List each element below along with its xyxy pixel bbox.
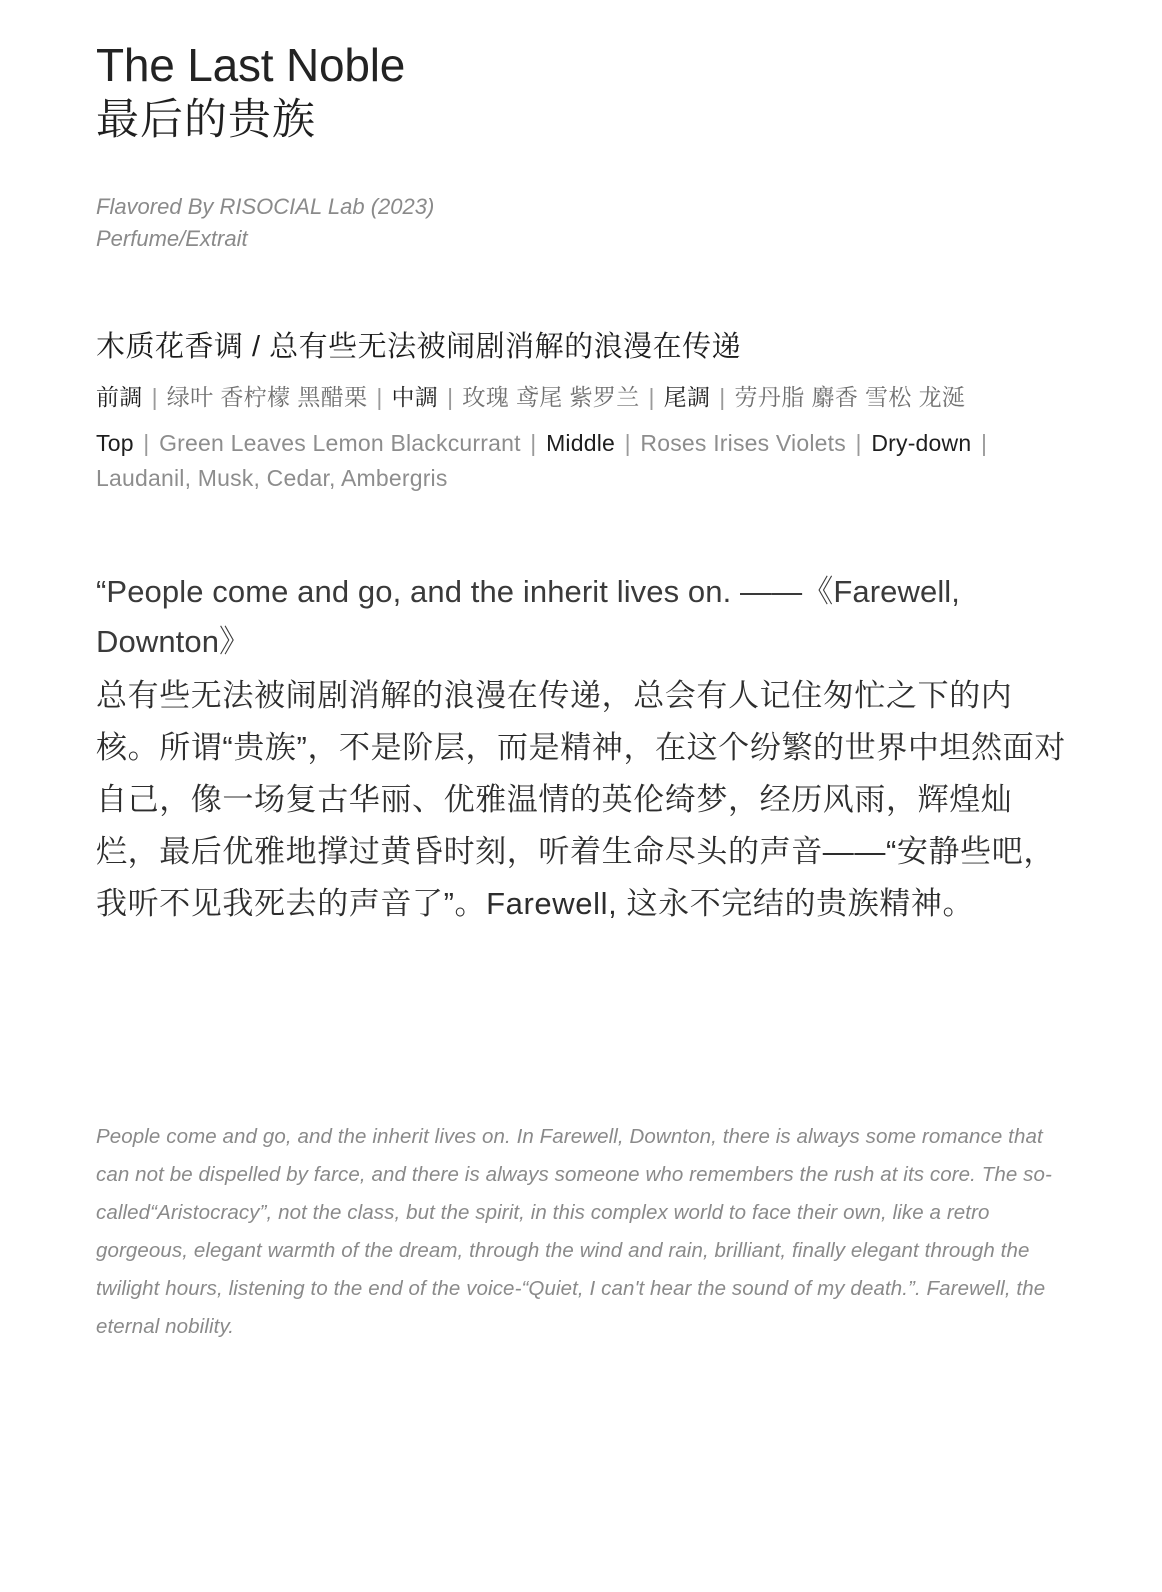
notes-english bbox=[96, 426, 1066, 497]
page-title-english: The Last Noble bbox=[96, 39, 406, 91]
fragrance-notes-section bbox=[96, 329, 1066, 498]
notes-zh-middle-label: 中調 bbox=[391, 384, 439, 411]
notes-zh-separator-2: | bbox=[376, 384, 383, 411]
notes-en-middle-value: Roses Irises Violets bbox=[640, 429, 846, 456]
notes-en-middle-label: Middle bbox=[546, 429, 616, 456]
notes-en-separator-4: | bbox=[855, 429, 862, 456]
notes-zh-separator-5: | bbox=[719, 384, 726, 411]
notes-zh-separator-1: | bbox=[151, 384, 158, 411]
notes-en-separator-5: | bbox=[980, 429, 988, 456]
title-block bbox=[96, 38, 1066, 147]
notes-zh-base-value: 劳丹脂 麝香 雪松 龙涎 bbox=[734, 384, 966, 411]
notes-zh-top-label: 前調 bbox=[96, 384, 143, 411]
credits-block bbox=[96, 191, 1066, 255]
notes-heading: 木质花香调 / 总有些无法被闹剧消解的浪漫在传递 bbox=[96, 330, 742, 363]
notes-zh-separator-4: | bbox=[648, 384, 655, 411]
notes-zh-separator-3: | bbox=[447, 384, 454, 411]
pull-quote: “People come and go, and the inherit lives on. ——《Farewell, Downton》 bbox=[96, 574, 960, 660]
notes-zh-middle-value: 玫瑰 鸢尾 紫罗兰 bbox=[462, 384, 640, 411]
credits-line-2: Perfume/Extrait bbox=[96, 225, 248, 251]
notes-zh-base-label: 尾調 bbox=[663, 384, 711, 411]
credits-line-1: Flavored By RISOCIAL Lab (2023) bbox=[96, 193, 435, 219]
notes-en-base-label: Dry-down bbox=[871, 429, 972, 456]
notes-en-base-value: Laudanil, Musk, Cedar, Ambergris bbox=[96, 465, 448, 492]
footer-english-translation: People come and go, and the inherit lives on. In Farewell, Downton, there is always some romance that can not be dispelled by farce, and there is always someone who remembers the rush at its core. The so-called“Aristocracy”, not the class, but the spirit, in this complex world to face their own, like a retro gorgeous, elegant warmth of the dream, through the wind and rain, brilliant, finally elegant through the twilight hours, listening to the end of the voice-“Quiet, I can't hear the sound of my death.”. Farewell, the eternal nobility. bbox=[96, 1124, 1052, 1338]
notes-zh-top-value: 绿叶 香柠檬 黑醋栗 bbox=[166, 384, 368, 411]
body-block bbox=[96, 567, 1066, 930]
body-paragraph-chinese: 总有些无法被闹剧消解的浪漫在传递，总会有人记住匆忙之下的内核。所谓“贵族”，不是阶层，而是精神，在这个纷繁的世界中坦然面对自己，像一场复古华丽、优雅温情的英伦绮梦，经历风雨，辉煌灿烂，最后优雅地撑过黄昏时刻，听着生命尽头的声音——“安静些吧，我听不见我死去的声音了”。Farewell, 这永不完结的贵族精神。 bbox=[96, 677, 1066, 921]
page-title-chinese: 最后的贵族 bbox=[96, 96, 316, 145]
notes-en-separator-1: | bbox=[143, 429, 150, 456]
notes-en-top-value: Green Leaves Lemon Blackcurrant bbox=[159, 429, 521, 456]
notes-en-separator-2: | bbox=[530, 429, 537, 456]
notes-chinese bbox=[96, 380, 1066, 416]
notes-en-separator-3: | bbox=[624, 429, 631, 456]
notes-en-top-label: Top bbox=[96, 429, 134, 456]
